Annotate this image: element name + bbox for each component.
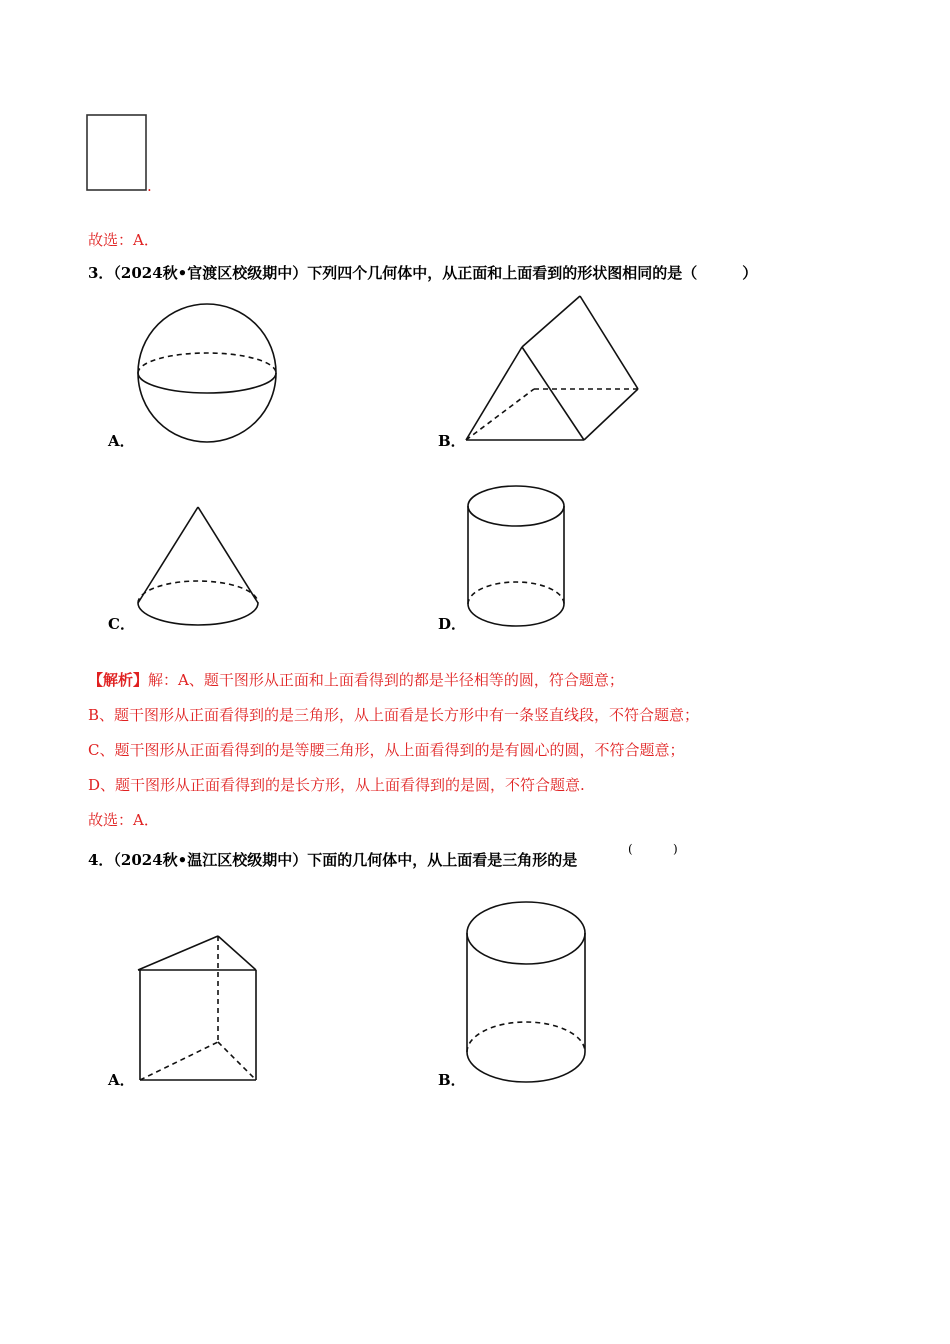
prev-conclusion: 故选：A．	[88, 231, 159, 249]
q4-option-a-label[interactable]: A．	[108, 1071, 135, 1089]
q4-option-b-label[interactable]: B．	[438, 1071, 466, 1089]
q3-analysis-line-2: B、题干图形从正面看得到的是三角形，从上面看是长方形中有一条竖直线段，不符合题意；	[88, 706, 700, 724]
figure-period: .	[147, 177, 152, 195]
q4-stem	[88, 849, 577, 870]
analysis-text-1: 解：A、题干图形从正面和上面看得到的都是半径相等的圆，符合题意；	[148, 671, 624, 689]
q3-option-a-sphere	[136, 302, 278, 444]
q4-paren-left: (	[628, 842, 633, 856]
analysis-tag: 【解析】	[88, 671, 149, 689]
q3-option-c-label[interactable]: C．	[108, 615, 135, 633]
q3-option-b-prism	[466, 294, 642, 444]
q3-analysis-line-3: C、题干图形从正面看得到的是等腰三角形，从上面看得到的是有圆心的圆，不符合题意；	[88, 741, 685, 759]
q4-option-a-prism	[136, 934, 260, 1084]
q4-paren-right: )	[673, 842, 678, 856]
q3-analysis-line-4: D、题干图形从正面看得到的是长方形，从上面看得到的是圆，不符合题意.	[88, 776, 585, 794]
q4-option-b-cylinder	[465, 900, 589, 1084]
q3-conclusion: 故选：A．	[88, 811, 159, 829]
q3-option-b-label[interactable]: B．	[438, 432, 466, 450]
q4-stem-text: 4．（2024秋•温江区校级期中）下面的几何体中，从上面看是三角形的是	[88, 851, 578, 869]
q3-stem: 3．（2024秋•官渡区校级期中）下列四个几何体中，从正面和上面看到的形状图相同的是（ ）	[88, 264, 758, 282]
q3-option-d-label[interactable]: D．	[438, 615, 467, 633]
q3-option-c-cone	[136, 505, 262, 629]
q3-option-a-label[interactable]: A．	[108, 432, 135, 450]
q3-option-d-cylinder	[466, 484, 568, 630]
rectangle-figure	[86, 114, 148, 192]
q3-analysis-line-1	[88, 669, 624, 690]
